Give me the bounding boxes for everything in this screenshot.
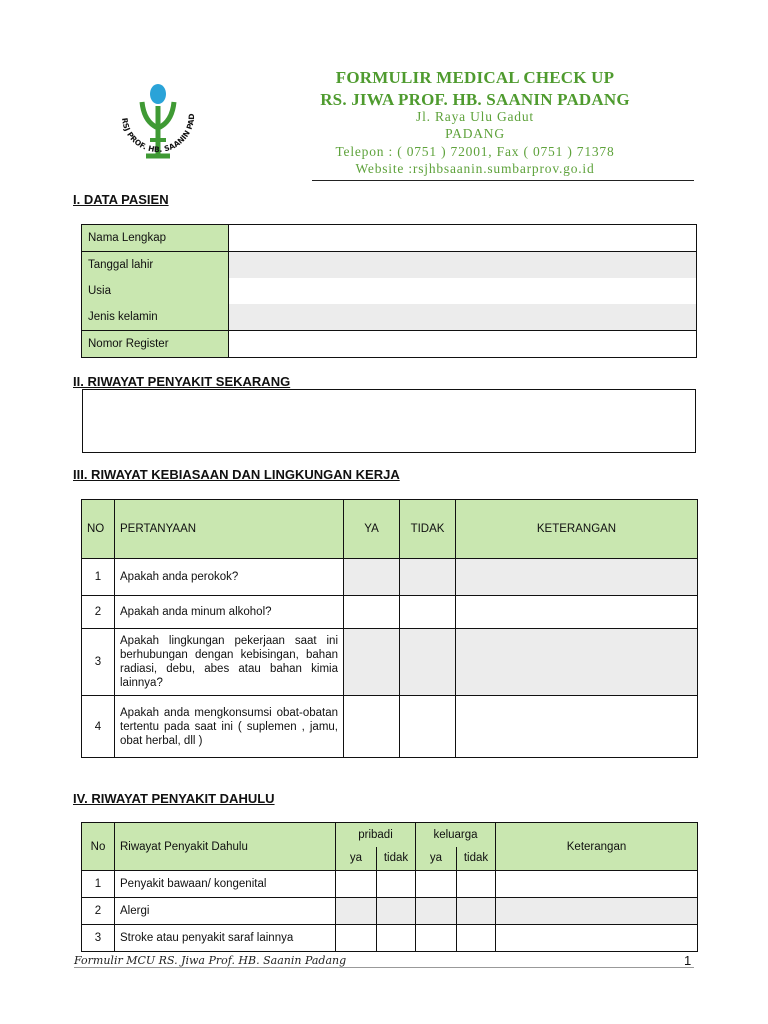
col-header-family-no: tidak [457,847,496,871]
col-header-family-yes: ya [416,847,457,871]
family-no-cell[interactable] [457,871,496,898]
question-text: Apakah anda minum alkohol? [115,596,344,629]
note-cell[interactable] [496,925,698,952]
section-title-kebiasaan: III. RIWAYAT KEBIASAAN DAN LINGKUNGAN KERJA [73,467,400,482]
field-label: Tanggal lahir [82,252,229,279]
question-text: Apakah anda perokok? [115,559,344,596]
no-cell[interactable] [400,696,456,758]
row-number: 1 [82,871,115,898]
yes-cell[interactable] [344,596,400,629]
col-header-personal-yes: ya [336,847,377,871]
field-label: Jenis kelamin [82,304,229,331]
current-illness-textarea[interactable] [82,389,696,453]
no-cell[interactable] [400,629,456,696]
col-header-note: Keterangan [496,823,698,871]
section-title-data-pasien: I. DATA PASIEN [73,192,169,207]
hospital-phone: Telepon : ( 0751 ) 72001, Fax ( 0751 ) 71378 [335,144,615,159]
field-label: Usia [82,278,229,304]
personal-no-cell[interactable] [377,925,416,952]
field-label: Nama Lengkap [82,225,229,252]
row-number: 4 [82,696,115,758]
section-title-riwayat-sekarang: II. RIWAYAT PENYAKIT SEKARANG [73,374,291,389]
col-header-personal: pribadi [336,823,416,847]
col-header-no: No [82,823,115,871]
history-item: Stroke atau penyakit saraf lainnya [115,925,336,952]
nomor-register-input[interactable] [229,331,697,358]
row-number: 2 [82,596,115,629]
note-cell[interactable] [456,596,698,629]
yes-cell[interactable] [344,696,400,758]
jenis-kelamin-input[interactable] [229,304,697,331]
yes-cell[interactable] [344,629,400,696]
past-illness-table [81,822,698,952]
hospital-city: PADANG [445,126,505,141]
family-no-cell[interactable] [457,925,496,952]
no-cell[interactable] [400,596,456,629]
col-header-history: Riwayat Penyakit Dahulu [115,823,336,871]
row-number: 2 [82,898,115,925]
nama-lengkap-input[interactable] [229,225,697,252]
hospital-name: RS. JIWA PROF. HB. SAANIN PADANG [320,90,630,109]
history-item: Penyakit bawaan/ kongenital [115,871,336,898]
hospital-logo [108,76,208,176]
family-yes-cell[interactable] [416,871,457,898]
history-item: Alergi [115,898,336,925]
habits-table [81,499,698,758]
question-text: Apakah lingkungan pekerjaan saat ini berhubungan dengan kebisingan, bahan radiasi, debu, abes atau bahan kimia lainnya? [115,629,344,696]
personal-no-cell[interactable] [377,871,416,898]
note-cell[interactable] [456,696,698,758]
col-header-note: KETERANGAN [456,500,698,559]
family-yes-cell[interactable] [416,898,457,925]
logo-text: RSJ PROF. HB. SAANIN PAD [119,113,197,155]
header-divider [312,180,694,181]
usia-input[interactable] [229,278,697,304]
hospital-address: Jl. Raya Ulu Gadut [416,109,534,124]
note-cell[interactable] [496,871,698,898]
col-header-no: NO [82,500,115,559]
question-text: Apakah anda mengkonsumsi obat-obatan tertentu pada saat ini ( suplemen , jamu, obat herbal, dll ) [115,696,344,758]
form-title: FORMULIR MEDICAL CHECK UP [335,68,615,87]
footer-divider [74,967,694,968]
footer-text: Formulir MCU RS. Jiwa Prof. HB. Saanin Padang [74,954,347,967]
col-header-family: keluarga [416,823,496,847]
note-cell[interactable] [456,559,698,596]
field-label: Nomor Register [82,331,229,358]
col-header-yes: YA [344,500,400,559]
note-cell[interactable] [456,629,698,696]
family-no-cell[interactable] [457,898,496,925]
personal-no-cell[interactable] [377,898,416,925]
row-number: 3 [82,629,115,696]
personal-yes-cell[interactable] [336,925,377,952]
row-number: 3 [82,925,115,952]
col-header-question: PERTANYAAN [115,500,344,559]
row-number: 1 [82,559,115,596]
hospital-website: Website :rsjhbsaanin.sumbarprov.go.id [355,161,595,176]
col-header-no-answer: TIDAK [400,500,456,559]
personal-yes-cell[interactable] [336,898,377,925]
col-header-personal-no: tidak [377,847,416,871]
no-cell[interactable] [400,559,456,596]
family-yes-cell[interactable] [416,925,457,952]
page-number: 1 [684,953,692,968]
patient-data-table [81,224,697,358]
note-cell[interactable] [496,898,698,925]
section-title-riwayat-dahulu: IV. RIWAYAT PENYAKIT DAHULU [73,791,275,806]
tanggal-lahir-input[interactable] [229,252,697,279]
yes-cell[interactable] [344,559,400,596]
personal-yes-cell[interactable] [336,871,377,898]
